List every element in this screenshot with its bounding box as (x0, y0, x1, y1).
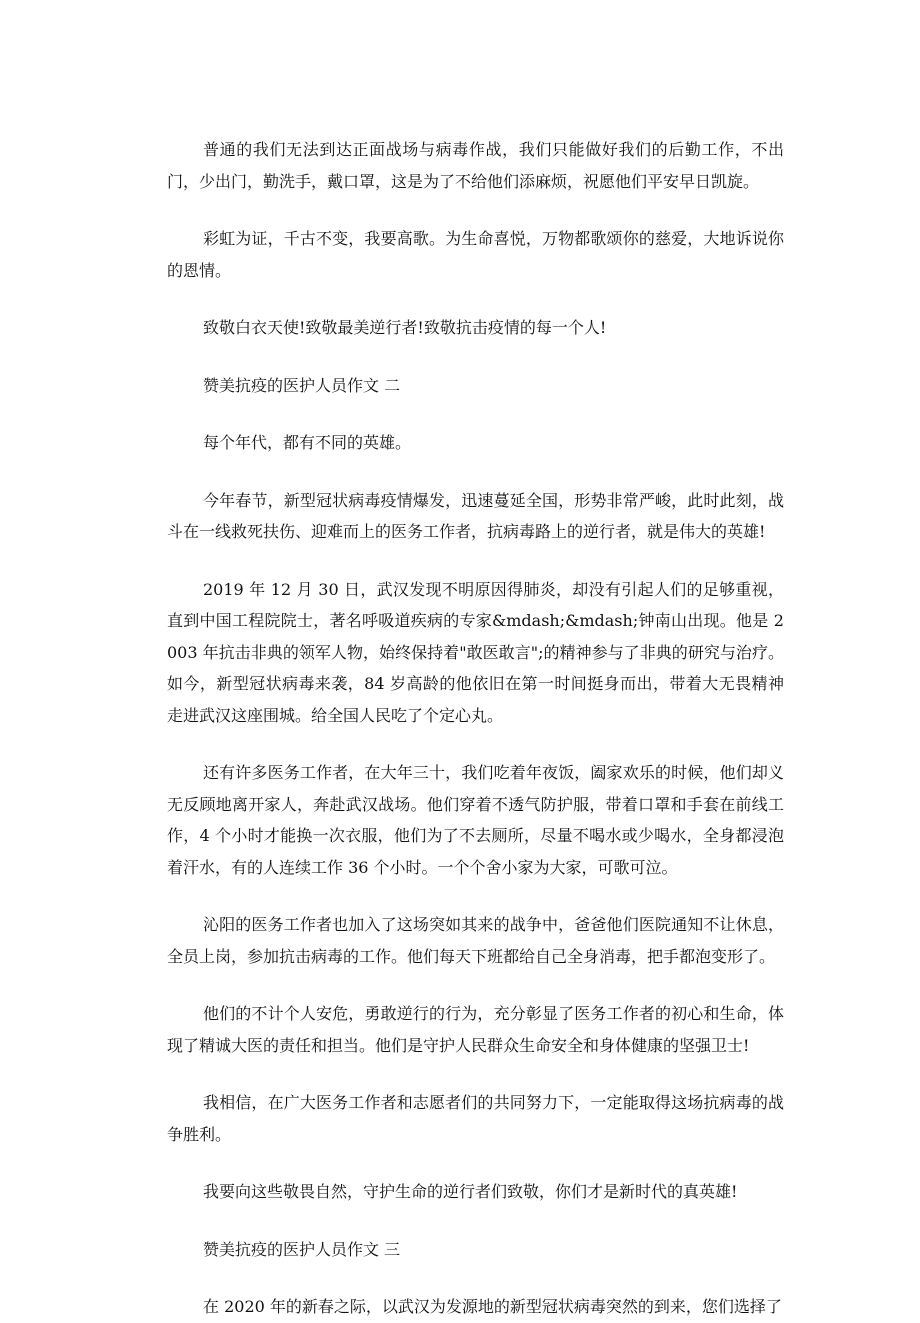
paragraph: 我相信，在广大医务工作者和志愿者们的共同努力下，一定能取得这场抗病毒的战争胜利。 (167, 1093, 784, 1144)
paragraph: 致敬白衣天使!致敬最美逆行者!致敬抗击疫情的每一个人! (203, 318, 607, 337)
section-heading: 赞美抗疫的医护人员作文 三 (203, 1239, 401, 1259)
paragraph: 他们的不计个人安危，勇敢逆行的行为，充分彰显了医务工作者的初心和生命，体现了精诚大医的责任和担当。他们是守护人民群众生命安全和身体健康的坚强卫士! (167, 1004, 784, 1055)
paragraph: 还有许多医务工作者，在大年三十，我们吃着年夜饭，阖家欢乐的时候，他们却义无反顾地离开家人，奔赴武汉战场。他们穿着不透气防护服，带着口罩和手套在前线工作，4 个小时才能换一次衣服，他们为了不去厕所，尽量不喝水或少喝水，全身都浸泡着汗水，有的人连续工作 36 个小时。一个个舍小家为大家，可歌可泣。 (167, 763, 784, 877)
paragraph: 我要向这些敬畏自然，守护生命的逆行者们致敬，你们才是新时代的真英雄! (203, 1182, 738, 1201)
paragraph: 普通的我们无法到达正面战场与病毒作战，我们只能做好我们的后勤工作，不出门，少出门，勤洗手，戴口罩，这是为了不给他们添麻烦，祝愿他们平安早日凯旋。 (167, 140, 784, 191)
paragraph: 沁阳的医务工作者也加入了这场突如其来的战争中，爸爸他们医院通知不让休息，全员上岗，参加抗击病毒的工作。他们每天下班都给自己全身消毒，把手都泡变形了。 (167, 915, 784, 966)
paragraph: 每个年代，都有不同的英雄。 (203, 433, 412, 452)
paragraph: 在 2020 年的新春之际，以武汉为发源地的新型冠状病毒突然的到来，您们选择了 (203, 1297, 782, 1316)
section-heading: 赞美抗疫的医护人员作文 二 (203, 375, 401, 395)
paragraph: 今年春节，新型冠状病毒疫情爆发，迅速蔓延全国，形势非常严峻，此时此刻，战斗在一线救死扶伤、迎难而上的医务工作者，抗病毒路上的逆行者，就是伟大的英雄! (167, 490, 784, 541)
paragraph: 2019 年 12 月 30 日，武汉发现不明原因得肺炎，却没有引起人们的足够重视，直到中国工程院院士，著名呼吸道疾病的专家&mdash;&mdash;钟南山出现。他是 2003 年抗击非典的领军人物，始终保持着"敢医敢言";的精神参与了非典的研究与治疗。如今，新型冠状病毒来袭，84 岁高龄的他依旧在第一时间挺身而出，带着大无畏精神走进武汉这座围城。给全国人民吃了个定心丸。 (167, 579, 784, 725)
paragraph: 彩虹为证，千古不变，我要高歌。为生命喜悦，万物都歌颂你的慈爱，大地诉说你的恩情。 (167, 229, 784, 280)
